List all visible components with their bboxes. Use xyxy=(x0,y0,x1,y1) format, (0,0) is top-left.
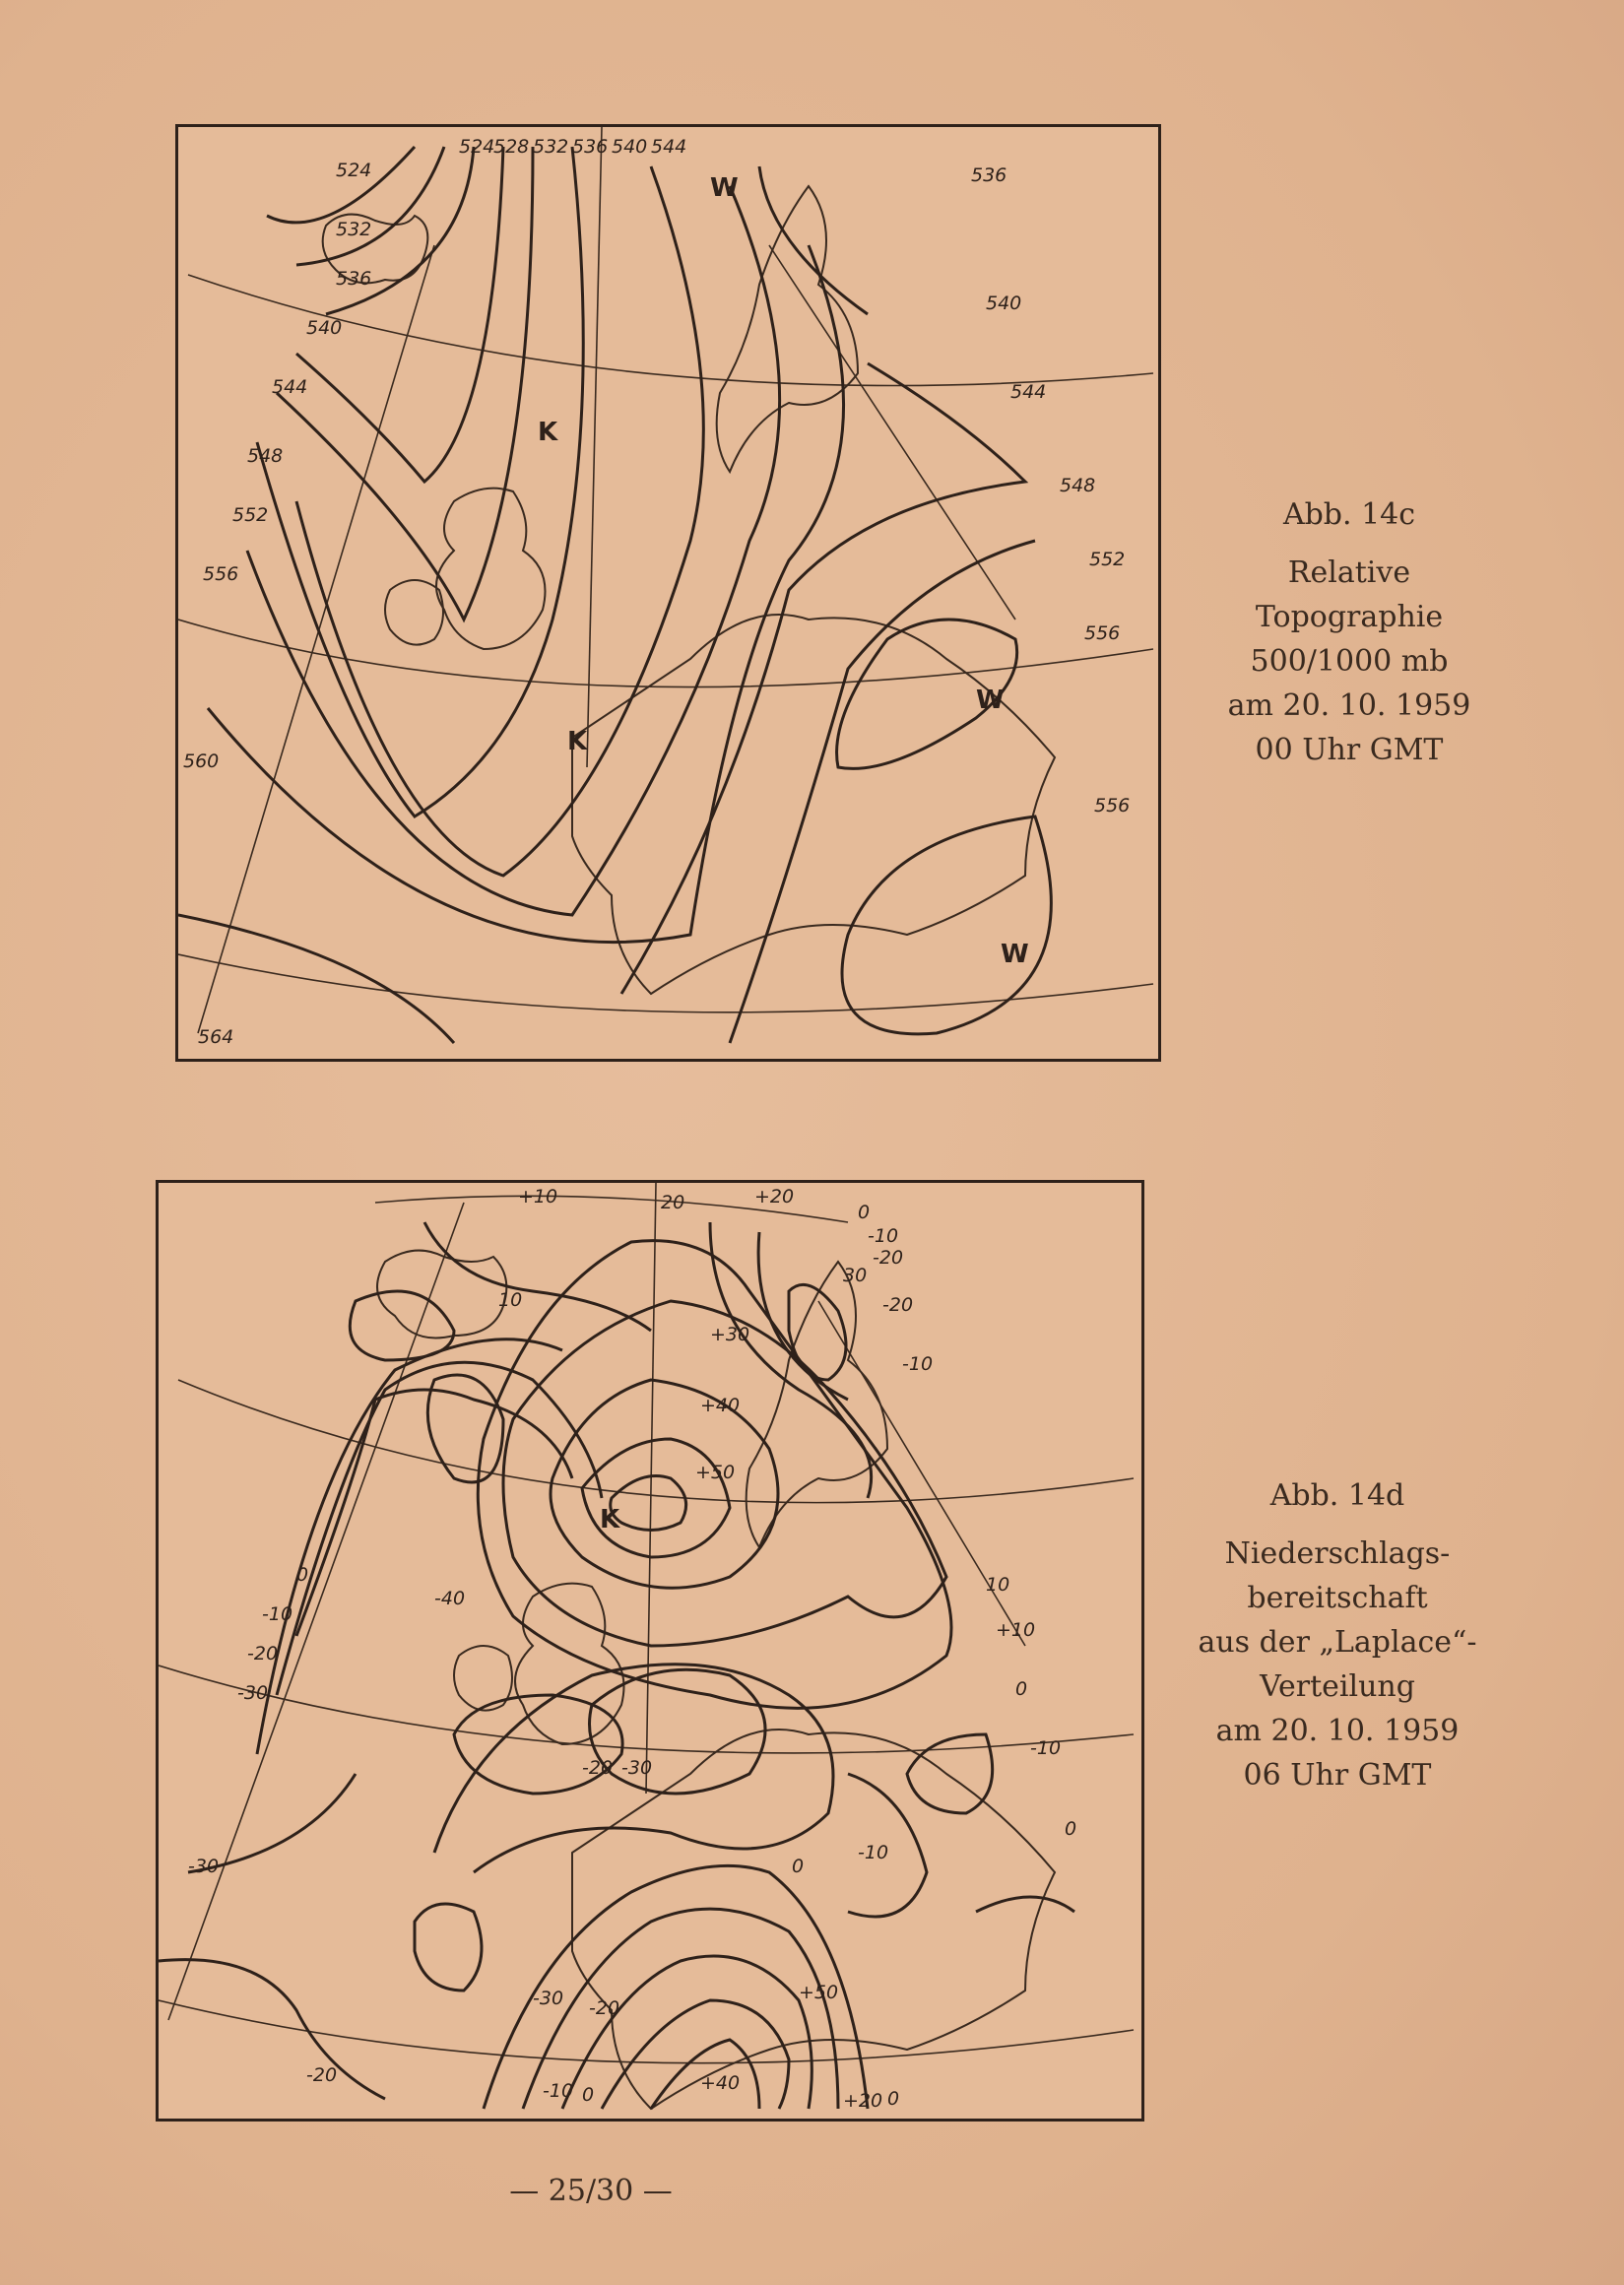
isoline-label: -20 xyxy=(589,1997,620,2019)
cold-low-marker: K xyxy=(600,1505,620,1534)
isoline xyxy=(247,186,780,915)
isoline-label: +50 xyxy=(695,1462,736,1483)
isoline-label: 540 xyxy=(986,293,1022,314)
figure-precipitation-readiness-map xyxy=(156,1180,1144,2122)
isoline-label: 556 xyxy=(1084,622,1121,644)
isoline-label: 552 xyxy=(1089,549,1126,570)
caption-line: Topographie xyxy=(1255,600,1444,634)
caption-line: Relative xyxy=(1287,555,1411,590)
caption-title: Abb. 14d xyxy=(1269,1478,1405,1513)
precipitation-readiness-map-svg xyxy=(159,1183,1141,2119)
isoline-label: 548 xyxy=(1060,475,1096,496)
isoline-label: 540 xyxy=(306,317,343,339)
isoline xyxy=(267,147,415,223)
isoline-label: +50 xyxy=(799,1982,839,2003)
caption-line: Verteilung xyxy=(1260,1669,1415,1704)
isoline xyxy=(602,2000,789,2109)
isoline-label: 532 xyxy=(533,136,569,158)
isoline-label: 0 xyxy=(858,1202,871,1223)
isoline xyxy=(611,1476,686,1531)
isoline-label: -20 xyxy=(306,2064,338,2086)
isoline-label: 0 xyxy=(792,1856,805,1877)
isoline-label: -40 xyxy=(434,1588,466,1609)
caption-line: bereitschaft xyxy=(1247,1581,1428,1615)
isoline-label: 544 xyxy=(651,136,687,158)
isoline-label: -10 xyxy=(1030,1737,1062,1759)
caption-line: 500/1000 mb xyxy=(1250,644,1449,679)
isoline-label: 20 xyxy=(661,1192,685,1213)
isoline xyxy=(621,363,1025,994)
isoline-label: -20 xyxy=(582,1757,614,1779)
caption-line: am 20. 10. 1959 xyxy=(1227,688,1471,723)
isoline-label: 0 xyxy=(296,1564,309,1586)
meridian-line xyxy=(168,1203,464,2020)
isoline-label: -10 xyxy=(868,1225,899,1247)
isoline-label: -30 xyxy=(533,1988,564,2009)
isoline-label: -30 xyxy=(621,1757,653,1779)
meridian-line xyxy=(646,1183,656,1794)
warm-high-marker: W xyxy=(710,173,739,203)
isoline-label: 556 xyxy=(203,563,239,585)
isoline-label: +30 xyxy=(710,1324,750,1345)
coastline-british-isles xyxy=(515,1584,624,1744)
cold-low-marker: K xyxy=(567,727,588,756)
isoline-label: 544 xyxy=(1010,381,1047,403)
figure-caption-14d xyxy=(1160,1473,1515,1797)
caption-line: am 20. 10. 1959 xyxy=(1215,1714,1460,1748)
isoline-label: 540 xyxy=(612,136,648,158)
isoline-label: -10 xyxy=(902,1353,934,1375)
warm-high-marker: W xyxy=(1001,940,1029,969)
figure-relative-topography-map xyxy=(175,124,1161,1062)
isoline xyxy=(759,166,868,314)
isoline-label: -20 xyxy=(247,1643,279,1665)
isoline-label: 532 xyxy=(336,219,372,240)
isoline-label: 524 xyxy=(459,136,495,158)
isoline-label: -20 xyxy=(882,1294,914,1316)
coastline-ireland xyxy=(385,580,443,645)
caption-line: aus der „Laplace“- xyxy=(1198,1625,1477,1660)
isoline xyxy=(523,1909,838,2109)
isoline-label: +10 xyxy=(996,1619,1036,1641)
isoline-label: 0 xyxy=(887,2088,900,2110)
isoline-label: -30 xyxy=(237,1682,269,1704)
isoline-label: 548 xyxy=(247,445,284,467)
isoline-label: 0 xyxy=(1065,1818,1077,1840)
warm-high-marker: W xyxy=(976,686,1005,715)
isoline-label: 544 xyxy=(272,376,308,398)
page-number: — 25/30 — xyxy=(509,2174,673,2208)
isoline-label: -30 xyxy=(188,1856,220,1877)
isoline-label: -10 xyxy=(262,1603,293,1625)
isoline-label: +40 xyxy=(700,1395,741,1416)
isoline-label: 536 xyxy=(572,136,609,158)
isoline-label: -20 xyxy=(873,1247,904,1269)
isoline-label: 30 xyxy=(843,1265,868,1286)
coastline-british-isles xyxy=(436,489,546,649)
coastline-scandinavia xyxy=(747,1262,887,1547)
isoline xyxy=(277,147,533,620)
isoline xyxy=(582,1439,730,1557)
isoline-label: +20 xyxy=(843,2090,883,2112)
isoline-label: +40 xyxy=(700,2072,741,2094)
figure-caption-14c xyxy=(1202,492,1497,772)
caption-title: Abb. 14c xyxy=(1282,497,1416,532)
isoline-label: 536 xyxy=(336,268,372,290)
isoline xyxy=(730,541,1035,1043)
isoline xyxy=(178,915,454,1043)
coastline-scandinavia xyxy=(717,186,858,472)
meridian-line xyxy=(587,127,602,767)
isoline-label: 536 xyxy=(971,164,1007,186)
isoline-label: +10 xyxy=(518,1186,558,1208)
isoline xyxy=(257,147,583,816)
isoline xyxy=(159,1960,385,2099)
latitude-circle xyxy=(159,2000,1134,2063)
isoline xyxy=(424,1222,651,1331)
coastline-continent xyxy=(572,1730,1055,2109)
relative-topography-map-svg xyxy=(178,127,1158,1059)
isoline xyxy=(415,1904,482,1991)
isoline-label: 524 xyxy=(336,160,372,181)
isoline-label: 10 xyxy=(986,1574,1010,1596)
caption-line: 00 Uhr GMT xyxy=(1255,733,1444,767)
isoline xyxy=(842,816,1051,1034)
isoline-label: 528 xyxy=(493,136,530,158)
cold-low-marker: K xyxy=(538,418,558,447)
isoline-label: 0 xyxy=(582,2084,595,2106)
isoline-label: 10 xyxy=(498,1289,523,1311)
isoline-label: -10 xyxy=(543,2080,574,2102)
caption-line: 06 Uhr GMT xyxy=(1243,1758,1432,1793)
isoline xyxy=(907,1734,993,1813)
isoline-label: 564 xyxy=(198,1026,234,1048)
isoline-label: 560 xyxy=(183,751,220,772)
isoline xyxy=(976,1897,1074,1912)
isoline-label: 552 xyxy=(232,504,269,526)
isoline-label: +20 xyxy=(754,1186,795,1208)
latitude-circle xyxy=(178,620,1153,687)
isoline-label: 0 xyxy=(1015,1678,1028,1700)
caption-line: Niederschlags- xyxy=(1224,1536,1451,1571)
isoline-label: 556 xyxy=(1094,795,1131,816)
isoline-label: -10 xyxy=(858,1842,889,1863)
